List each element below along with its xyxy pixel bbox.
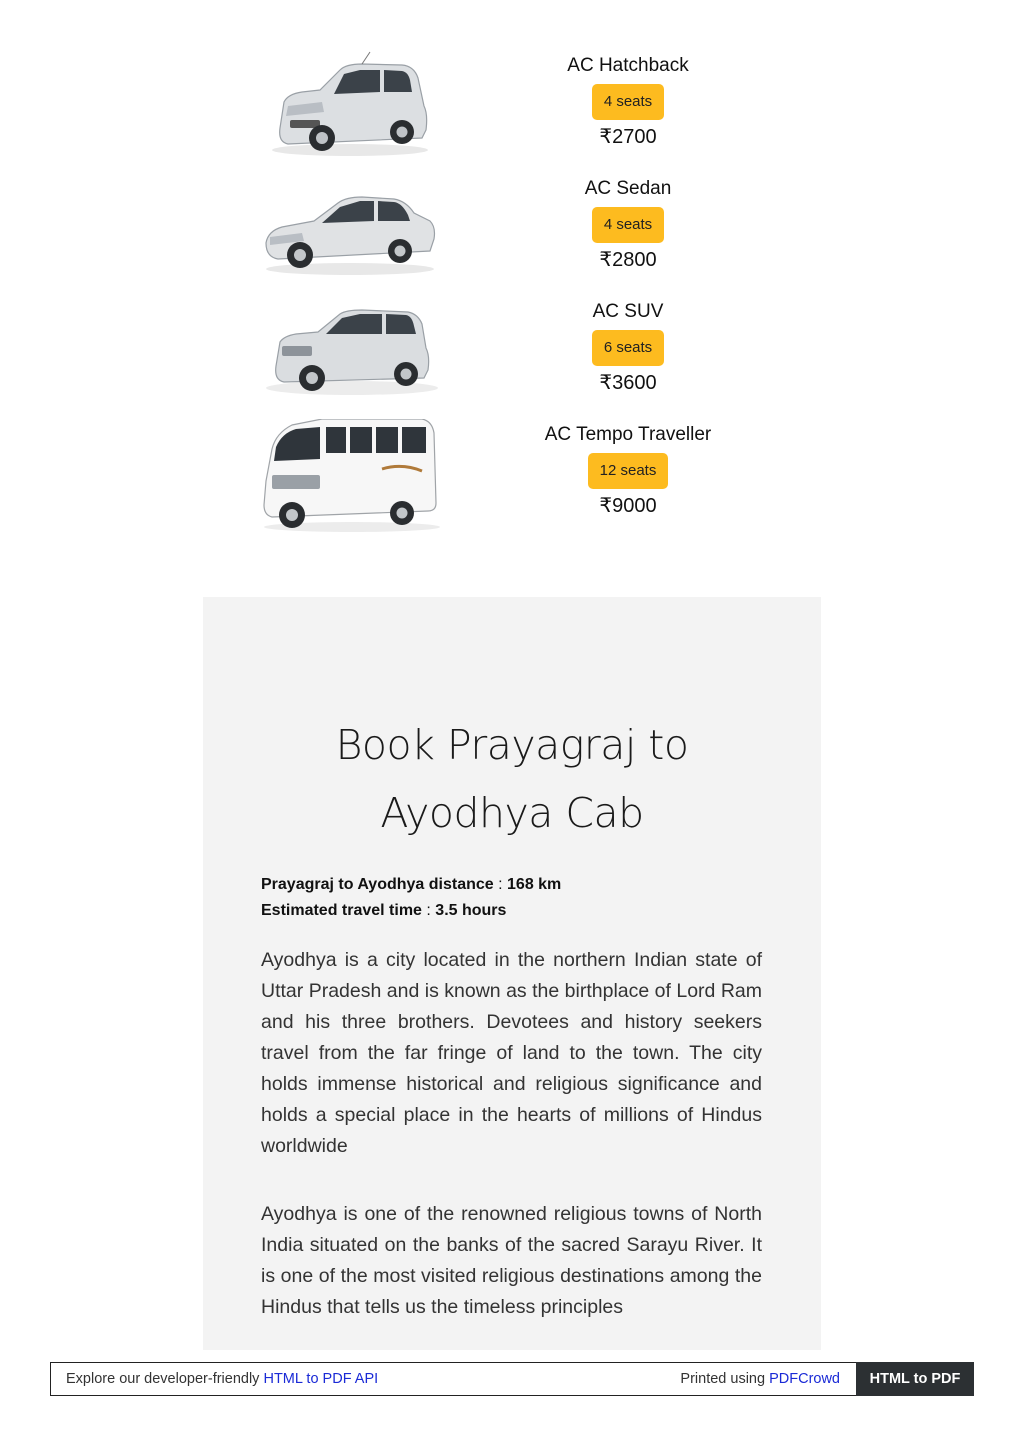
description-paragraph-1: Ayodhya is a city located in the northern Indian state of Uttar Pradesh and is known as the birthplace of Lord Ram and his three brothers. Devotees and history seekers travel from the far fringe of land to the town. The city holds immense historical and religious significance and holds a special place in the hearts of millions of Hindus worldwide xyxy=(261,949,762,1157)
footer-explore-text: Explore our developer-friendly xyxy=(66,1371,260,1387)
distance-separator: : xyxy=(498,876,508,893)
pdfcrowd-link[interactable]: PDFCrowd xyxy=(769,1371,840,1387)
cab-price: ₹9000 xyxy=(599,495,657,517)
html-to-pdf-api-link[interactable]: HTML to PDF API xyxy=(263,1371,379,1387)
html-to-pdf-button[interactable]: HTML to PDF xyxy=(856,1362,974,1396)
seats-badge: 12 seats xyxy=(588,453,669,489)
cab-option-sedan[interactable] xyxy=(0,173,1024,296)
cab-option-hatchback[interactable] xyxy=(0,50,1024,173)
tempo-traveller-image xyxy=(262,419,440,534)
cab-price: ₹2700 xyxy=(599,126,657,148)
cab-info xyxy=(528,301,728,395)
sedan-car-image xyxy=(262,181,440,281)
cab-price: ₹3600 xyxy=(599,372,657,394)
distance-row xyxy=(261,872,771,898)
cab-info xyxy=(528,178,728,272)
booking-title xyxy=(203,711,821,847)
pdfcrowd-footer-bar xyxy=(50,1362,974,1396)
footer-printed xyxy=(680,1363,840,1395)
cab-name: AC Sedan xyxy=(584,178,672,199)
footer-printed-text: Printed using xyxy=(680,1371,766,1387)
trip-facts xyxy=(261,872,771,924)
suv-car-image xyxy=(262,300,440,400)
cab-option-suv[interactable] xyxy=(0,296,1024,419)
distance-label: Prayagraj to Ayodhya distance xyxy=(261,876,494,893)
cab-option-tempo-traveller[interactable] xyxy=(0,419,1024,542)
travel-time-separator: : xyxy=(426,902,436,919)
booking-title-line-2: Ayodhya Cab xyxy=(380,789,644,837)
cab-name: AC Tempo Traveller xyxy=(544,424,712,445)
cab-price: ₹2800 xyxy=(599,249,657,271)
travel-time-value: 3.5 hours xyxy=(435,902,507,919)
cab-name: AC SUV xyxy=(592,301,664,322)
seats-badge: 4 seats xyxy=(592,84,664,120)
travel-time-label: Estimated travel time xyxy=(261,902,422,919)
cab-info xyxy=(528,424,728,518)
distance-value: 168 km xyxy=(507,876,562,893)
booking-title-line-1: Book Prayagraj to xyxy=(335,721,689,769)
cab-info xyxy=(528,55,728,149)
seats-badge: 6 seats xyxy=(592,330,664,366)
footer-explore xyxy=(66,1363,378,1395)
travel-time-row xyxy=(261,898,771,924)
hatchback-car-image xyxy=(262,50,440,165)
seats-badge: 4 seats xyxy=(592,207,664,243)
booking-panel xyxy=(203,597,821,1350)
description-paragraph-2: Ayodhya is one of the renowned religious towns of North India situated on the banks of the sacred Sarayu River. It is one of the most visited religious destinations among the Hindus that tells us the timeless principles xyxy=(261,1203,762,1318)
cab-name: AC Hatchback xyxy=(567,55,689,76)
